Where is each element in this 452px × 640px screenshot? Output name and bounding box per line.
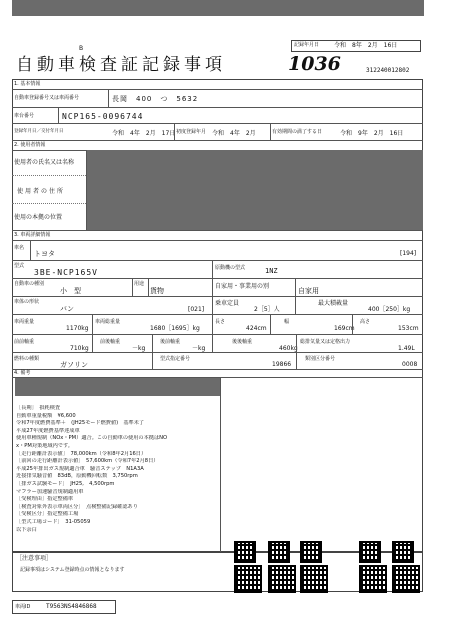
fr-axle-value: －kg — [132, 345, 146, 352]
remark-line: 使用車種規制（NOx・PM）適合。この自動車の使用の本拠はNO — [16, 435, 168, 442]
section4-heading: 4. 備考 — [14, 370, 31, 376]
fuel-label: 燃料の種類 — [14, 356, 40, 362]
redacted-user-info — [87, 150, 423, 230]
first-year-value: 令和 4年 2月 — [212, 130, 256, 137]
use-value: 貨物 — [150, 287, 164, 295]
remark-line: 令和7年度燃費基準＋ (JH25モード燃費値) 基準未了 — [16, 420, 145, 427]
section2-heading: 2. 使用者情報 — [14, 142, 46, 148]
remark-line: ［走行距離計表示値］ 78,000km（令和8年2月16日） — [16, 450, 147, 457]
qr-code-8 — [300, 565, 328, 593]
issue-date-value: 令和 8年 2月 16日 — [334, 42, 398, 49]
qr-code-7 — [268, 565, 296, 593]
rr-axle-label: 後後軸重 — [232, 339, 253, 345]
ff-axle-label: 前前軸重 — [14, 339, 35, 345]
maker-value: トヨタ — [34, 250, 55, 258]
remark-line: ［型式工場コード］ 31-05059 — [16, 518, 91, 525]
qr-code-1 — [234, 541, 256, 563]
width-value: 169cm — [334, 325, 355, 332]
rf-axle-value: －kg — [192, 345, 206, 352]
usage-base-label: 使用の本拠の位置 — [14, 214, 63, 221]
vehicle-type-value: 小 型 — [60, 287, 81, 295]
remark-line: 平成27年度燃費基準達成車 — [16, 427, 80, 434]
remark-line: x・PM対策地域内です。 — [16, 442, 73, 449]
type-cert-label: 型式指定番号 — [160, 356, 191, 362]
width-label: 幅 — [284, 319, 290, 325]
first-reg-label: 登録年月日／交付年月日 — [14, 129, 64, 134]
class-value: 0008 — [402, 361, 418, 368]
purpose-value: 自家用 — [298, 287, 319, 295]
reg-label: 自動車登録番号又は車両番号 — [14, 95, 80, 101]
length-label: 長さ — [215, 319, 226, 325]
remark-line: 自動車重量税額 ¥6,600 — [16, 412, 76, 419]
qr-code-10 — [392, 565, 420, 593]
user-address-label: 使用者の住所 — [17, 188, 66, 195]
purpose-label: 自家用・事業用の別 — [215, 283, 270, 290]
letter-b: B — [79, 45, 84, 52]
notes-text: 記録事項はシステム登録時点の情報となります — [20, 567, 125, 573]
height-label: 高さ — [360, 319, 371, 325]
capacity-value: 2［5］人 — [254, 306, 280, 313]
section3-heading: 3. 車両詳細情報 — [14, 232, 51, 238]
remark-line: ［排ガス試験モード］ JH25, 4,500rpm — [16, 480, 115, 487]
body-shape-code: [021] — [188, 306, 205, 313]
handwritten-number: 1036 — [288, 53, 341, 75]
fr-axle-label: 前後軸重 — [100, 339, 121, 345]
remark-line: ［受検区分］指定整備工場 — [16, 511, 79, 518]
qr-code-4 — [359, 541, 381, 563]
redacted-header — [12, 0, 424, 16]
use-label: 用途 — [134, 281, 145, 287]
weight-value: 1170kg — [66, 325, 89, 332]
body-shape-label: 車体の形状 — [14, 299, 40, 305]
issue-date-label: 記録年月日 — [294, 42, 320, 48]
maker-code: [194] — [400, 250, 417, 257]
notes-heading: ［注意事項］ — [16, 555, 53, 562]
displacement-value: 1.49L — [398, 345, 415, 352]
chassis-label: 車台番号 — [14, 113, 35, 119]
class-label: 類別区分番号 — [305, 356, 336, 362]
remark-line: ［前回の走行距離計表示値］ 57,600km（令和7年2月8日） — [16, 458, 159, 465]
remark-line: ［検査対象外表示車両区分］ 点検整備記録確認あり — [16, 503, 138, 510]
vehicle-type-label: 自動車の種別 — [14, 281, 45, 287]
rf-axle-label: 後前軸重 — [160, 339, 181, 345]
remarks-list — [16, 405, 218, 534]
remark-line: 平成25年排出ガス規制適合車 騒音ステップ N1A3A — [16, 465, 144, 472]
height-value: 153cm — [398, 325, 419, 332]
maker-label: 車名 — [14, 245, 25, 251]
qr-code-2 — [268, 541, 290, 563]
gross-weight-label: 車両総重量 — [95, 319, 121, 325]
engine-value: 1NZ — [265, 267, 278, 275]
doc-number: 312240012802 — [366, 67, 410, 74]
expiry-label: 有効期間の満了する日 — [272, 129, 323, 135]
chassis-value: NCP165-0096744 — [62, 112, 144, 121]
fuel-value: ガソリン — [60, 361, 88, 369]
length-value: 424cm — [246, 325, 267, 332]
type-cert-value: 19866 — [272, 361, 292, 368]
remark-line: マフラー加速騒音規制適用車 — [16, 488, 84, 495]
user-name-label: 使用者の氏名又は名称 — [14, 159, 75, 166]
remark-line: 以下余白 — [16, 526, 37, 533]
redacted-remarks-top — [15, 378, 220, 396]
qr-code-6 — [234, 565, 262, 593]
expiry-value: 令和 9年 2月 16日 — [340, 130, 404, 137]
rr-axle-value: 460kg — [279, 345, 298, 352]
displacement-label: 総排気量又は定格出力 — [300, 339, 351, 345]
capacity-label: 乗車定員 — [215, 300, 240, 307]
weight-label: 車両重量 — [14, 319, 35, 325]
section1-heading: 1. 基本情報 — [14, 81, 41, 87]
vehicle-id-label: 車両ID — [15, 604, 31, 610]
reg-value: 長岡 400 つ 5632 — [112, 95, 199, 103]
model-label: 型式 — [14, 263, 25, 269]
first-reg-value: 令和 4年 2月 17日 — [112, 130, 176, 137]
vehicle-id-value: T9563NS4846868 — [46, 603, 97, 610]
gross-weight-value: 1680［1695］kg — [150, 325, 200, 332]
max-load-label: 最大積載量 — [318, 300, 349, 307]
document-title: 自動車検査証記録事項 — [16, 55, 226, 75]
max-load-value: 400［250］kg — [368, 306, 411, 313]
remark-line: 近接排気騒音値 83dB，原動機回転数 3,750rpm — [16, 473, 138, 480]
qr-code-9 — [359, 565, 387, 593]
model-value: 3BE-NCP165V — [34, 268, 98, 277]
first-year-label: 初度登録年月 — [176, 129, 207, 135]
qr-code-5 — [392, 541, 414, 563]
remark-line: ［受検理由］指定整備車 — [16, 496, 74, 503]
engine-label: 原動機の型式 — [215, 265, 246, 271]
qr-code-3 — [300, 541, 322, 563]
ff-axle-value: 710kg — [70, 345, 89, 352]
remark-line: ［長期］ 損耗検査 — [16, 405, 61, 411]
body-shape-value: バン — [60, 305, 74, 313]
